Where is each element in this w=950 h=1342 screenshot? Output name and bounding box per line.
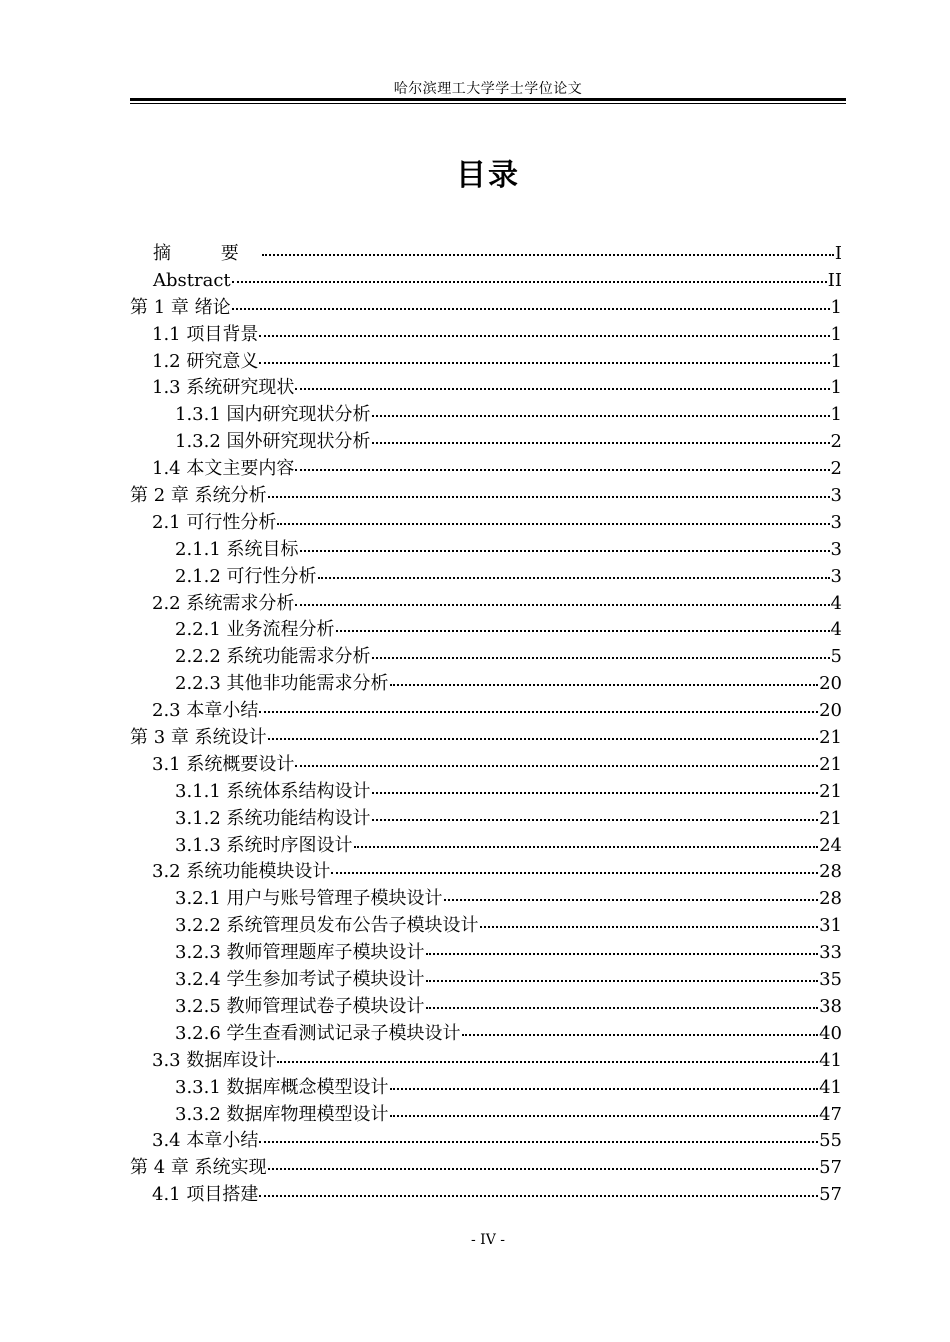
toc-entry-page: 4 bbox=[830, 592, 842, 614]
toc-entry-page: I bbox=[834, 243, 842, 264]
toc-entry-label: 3.4 本章小结 bbox=[152, 1130, 259, 1152]
toc-dot-leader bbox=[268, 484, 830, 498]
toc-entry-label: 2.2.3 其他非功能需求分析 bbox=[175, 673, 389, 695]
toc-entry-label: 3.1.1 系统体系结构设计 bbox=[175, 780, 371, 802]
toc-entry[interactable] bbox=[130, 1182, 842, 1209]
toc-entry-label: 3.2.5 教师管理试卷子模块设计 bbox=[175, 995, 425, 1017]
toc-entry[interactable] bbox=[130, 644, 842, 671]
header-rule-thin bbox=[130, 103, 846, 104]
toc-dot-leader bbox=[372, 403, 830, 417]
toc-dot-leader bbox=[295, 376, 829, 390]
toc-entry[interactable] bbox=[130, 833, 842, 860]
toc-entry-page: 3 bbox=[830, 511, 842, 533]
toc-entry-label: Abstract bbox=[153, 269, 231, 291]
toc-entry-page: 1 bbox=[830, 296, 842, 318]
toc-entry[interactable] bbox=[130, 940, 842, 967]
toc-entry[interactable] bbox=[130, 994, 842, 1021]
toc-entry-page: 5 bbox=[830, 646, 842, 668]
toc-entry[interactable] bbox=[130, 1128, 842, 1155]
toc-entry-page: 57 bbox=[819, 1184, 842, 1206]
toc-entry[interactable] bbox=[130, 456, 842, 483]
toc-entry[interactable] bbox=[130, 591, 842, 618]
toc-entry[interactable] bbox=[130, 241, 842, 268]
toc-entry-label: 2.2.1 业务流程分析 bbox=[175, 619, 335, 641]
toc-dot-leader bbox=[462, 1022, 819, 1036]
toc-entry-page: 28 bbox=[819, 861, 842, 883]
toc-entry-label: 第 3 章 系统设计 bbox=[130, 727, 267, 749]
toc-dot-leader bbox=[259, 699, 818, 713]
toc-entry-label: 3.2.4 学生参加考试子模块设计 bbox=[175, 969, 425, 991]
toc-dot-leader bbox=[295, 592, 829, 606]
toc-entry-page: 21 bbox=[819, 727, 842, 749]
toc-dot-leader bbox=[372, 645, 830, 659]
toc-entry[interactable] bbox=[130, 698, 842, 725]
toc-dot-leader bbox=[390, 672, 819, 686]
toc-entry-label: 3.3.2 数据库物理模型设计 bbox=[175, 1103, 389, 1125]
toc-entry-label: 第 2 章 系统分析 bbox=[130, 485, 267, 507]
toc-entry-label: 3.3.1 数据库概念模型设计 bbox=[175, 1076, 389, 1098]
toc-entry[interactable] bbox=[130, 913, 842, 940]
toc-entry-label: 4.1 项目搭建 bbox=[152, 1184, 259, 1206]
toc-entry-page: 1 bbox=[830, 377, 842, 399]
toc-entry[interactable] bbox=[130, 886, 842, 913]
toc-dot-leader bbox=[259, 350, 829, 364]
toc-entry-page: 33 bbox=[819, 942, 842, 964]
toc-dot-leader bbox=[426, 968, 819, 982]
toc-entry-label: 摘 要 bbox=[153, 243, 261, 264]
toc-entry-label: 3.1.3 系统时序图设计 bbox=[175, 834, 353, 856]
toc-entry-page: 3 bbox=[830, 485, 842, 507]
toc-entry-label: 3.1 系统概要设计 bbox=[152, 753, 295, 775]
toc-dot-leader bbox=[354, 834, 819, 848]
toc-dot-leader bbox=[295, 753, 818, 767]
toc-entry[interactable] bbox=[130, 779, 842, 806]
toc-dot-leader bbox=[444, 887, 819, 901]
toc-dot-leader bbox=[295, 457, 829, 471]
toc-entry[interactable] bbox=[130, 1155, 842, 1182]
toc-entry-page: 2 bbox=[830, 431, 842, 453]
toc-entry-page: 28 bbox=[819, 888, 842, 910]
toc-entry-page: 1 bbox=[830, 323, 842, 345]
toc-entry-page: 35 bbox=[819, 969, 842, 991]
toc-entry-page: 41 bbox=[819, 1049, 842, 1071]
toc-entry-page: 47 bbox=[819, 1103, 842, 1125]
toc-entry-label: 第 1 章 绪论 bbox=[130, 296, 231, 318]
toc-entry-label: 2.2 系统需求分析 bbox=[152, 592, 295, 614]
toc-entry-label: 2.3 本章小结 bbox=[152, 700, 259, 722]
toc-entry[interactable] bbox=[130, 1048, 842, 1075]
toc-dot-leader bbox=[372, 780, 819, 794]
toc-entry-page: 21 bbox=[819, 807, 842, 829]
toc-entry[interactable] bbox=[130, 483, 842, 510]
toc-entry-label: 3.3 数据库设计 bbox=[152, 1049, 277, 1071]
toc-entry-label: 2.2.2 系统功能需求分析 bbox=[175, 646, 371, 668]
toc-dot-leader bbox=[426, 941, 819, 955]
toc-entry-page: 24 bbox=[819, 834, 842, 856]
toc-entry-label: 1.1 项目背景 bbox=[152, 323, 259, 345]
toc-entry-label: 2.1.1 系统目标 bbox=[175, 538, 299, 560]
toc-entry-label: 3.2.6 学生查看测试记录子模块设计 bbox=[175, 1022, 461, 1044]
toc-entry-label: 1.3 系统研究现状 bbox=[152, 377, 295, 399]
toc-entry-label: 3.2.3 教师管理题库子模块设计 bbox=[175, 942, 425, 964]
toc-entry[interactable] bbox=[130, 375, 842, 402]
toc-entry-page: 21 bbox=[819, 753, 842, 775]
toc-dot-leader bbox=[262, 242, 834, 256]
toc-entry[interactable] bbox=[130, 268, 842, 295]
toc-entry[interactable] bbox=[130, 1075, 842, 1102]
toc-entry[interactable] bbox=[130, 349, 842, 376]
toc-dot-leader bbox=[232, 269, 827, 283]
toc-dot-leader bbox=[259, 323, 829, 337]
toc-dot-leader bbox=[331, 860, 818, 874]
toc-entry-page: 4 bbox=[830, 619, 842, 641]
toc-entry[interactable] bbox=[130, 617, 842, 644]
toc-entry[interactable] bbox=[130, 429, 842, 456]
toc-entry-label: 1.3.2 国外研究现状分析 bbox=[175, 431, 371, 453]
toc-dot-leader bbox=[372, 430, 830, 444]
toc-dot-leader bbox=[300, 538, 830, 552]
toc-entry[interactable] bbox=[130, 752, 842, 779]
toc-dot-leader bbox=[268, 1156, 818, 1170]
toc-dot-leader bbox=[232, 296, 830, 310]
toc-dot-leader bbox=[268, 726, 818, 740]
toc-entry[interactable] bbox=[130, 510, 842, 537]
toc-entry-page: 1 bbox=[830, 350, 842, 372]
toc-entry[interactable] bbox=[130, 671, 842, 698]
toc-entry-page: 55 bbox=[819, 1130, 842, 1152]
toc-entry[interactable] bbox=[130, 564, 842, 591]
toc-entry[interactable] bbox=[130, 1021, 842, 1048]
toc-dot-leader bbox=[277, 511, 829, 525]
toc-dot-leader bbox=[390, 1103, 819, 1117]
toc-entry[interactable] bbox=[130, 967, 842, 994]
toc-dot-leader bbox=[259, 1183, 818, 1197]
toc-entry[interactable] bbox=[130, 806, 842, 833]
toc-entry-page: 3 bbox=[830, 538, 842, 560]
toc-entry-label: 2.1.2 可行性分析 bbox=[175, 565, 317, 587]
toc-entry-page: 21 bbox=[819, 780, 842, 802]
toc-dot-leader bbox=[372, 807, 819, 821]
toc-entry-page: 3 bbox=[830, 565, 842, 587]
toc-entry-label: 1.3.1 国内研究现状分析 bbox=[175, 404, 371, 426]
toc-entry-page: 20 bbox=[819, 700, 842, 722]
toc-entry-page: 20 bbox=[819, 673, 842, 695]
toc-dot-leader bbox=[480, 914, 819, 928]
toc-entry[interactable] bbox=[130, 402, 842, 429]
running-header: 哈尔滨理工大学学士学位论文 bbox=[393, 81, 583, 97]
toc-entry-page: 38 bbox=[819, 995, 842, 1017]
toc-entry-page: II bbox=[827, 269, 842, 291]
toc-entry[interactable] bbox=[130, 537, 842, 564]
toc-entry-page: 41 bbox=[819, 1076, 842, 1098]
toc-entry-label: 3.2 系统功能模块设计 bbox=[152, 861, 331, 883]
toc-entry-label: 3.2.2 系统管理员发布公告子模块设计 bbox=[175, 915, 479, 937]
toc-entry-page: 2 bbox=[830, 458, 842, 480]
toc-entry-page: 40 bbox=[819, 1022, 842, 1044]
toc-entry-label: 1.2 研究意义 bbox=[152, 350, 259, 372]
toc-entry[interactable] bbox=[130, 1102, 842, 1129]
toc-dot-leader bbox=[318, 565, 830, 579]
toc-dot-leader bbox=[259, 1129, 818, 1143]
toc-dot-leader bbox=[336, 618, 830, 632]
toc-entry[interactable] bbox=[130, 725, 842, 752]
toc-entry-page: 57 bbox=[819, 1157, 842, 1179]
toc-entry-label: 2.1 可行性分析 bbox=[152, 511, 277, 533]
toc-entry-label: 1.4 本文主要内容 bbox=[152, 458, 295, 480]
toc-entry-label: 第 4 章 系统实现 bbox=[130, 1157, 267, 1179]
toc-entry-label: 3.2.1 用户与账号管理子模块设计 bbox=[175, 888, 443, 910]
toc-entry[interactable] bbox=[130, 295, 842, 322]
toc-dot-leader bbox=[277, 1049, 818, 1063]
page-number: - IV - bbox=[470, 1232, 505, 1248]
toc-entry[interactable] bbox=[130, 859, 842, 886]
toc-dot-leader bbox=[426, 995, 819, 1009]
header-rule-thick bbox=[130, 98, 846, 101]
toc-dot-leader bbox=[390, 1076, 819, 1090]
toc-entry[interactable] bbox=[130, 322, 842, 349]
table-of-contents bbox=[130, 241, 842, 1209]
toc-entry-label: 3.1.2 系统功能结构设计 bbox=[175, 807, 371, 829]
page-title: 目录 bbox=[456, 158, 520, 193]
toc-entry-page: 31 bbox=[819, 915, 842, 937]
toc-entry-page: 1 bbox=[830, 404, 842, 426]
